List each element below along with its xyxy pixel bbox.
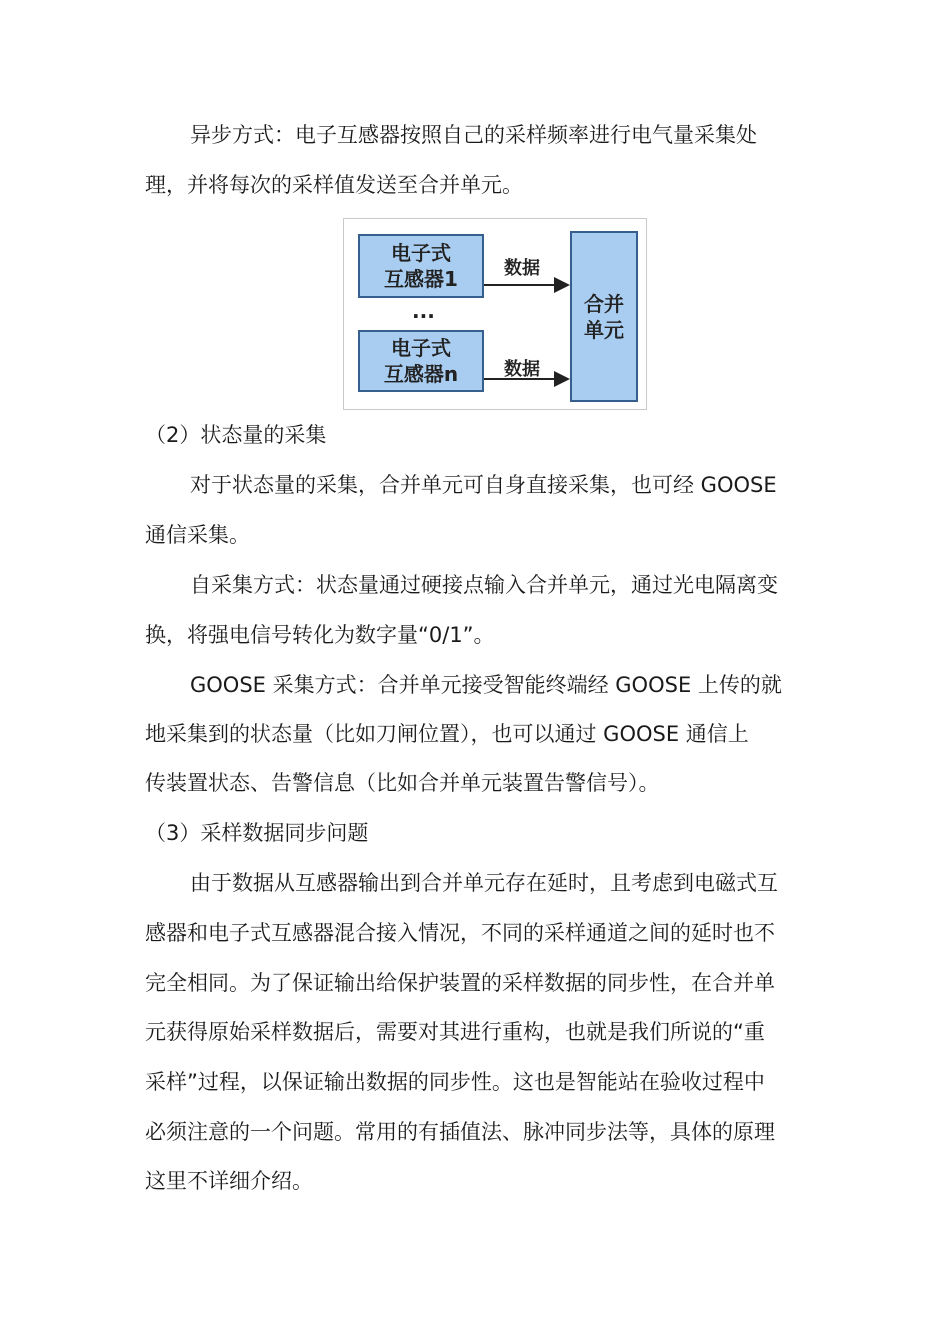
- paragraph-text: 由于数据从互感器输出到合并单元存在延时，且考虑到电磁式互: [190, 871, 778, 895]
- paragraph-text: 必须注意的一个问题。常用的有插值法、脉冲同步法等，具体的原理: [145, 1120, 775, 1144]
- paragraph-text: 传装置状态、告警信息（比如合并单元装置告警信号）。: [145, 771, 660, 795]
- transformer-1-box: [358, 234, 484, 298]
- box-label: 合并: [584, 291, 624, 316]
- paragraph-text: 地采集到的状态量（比如刀闸位置），也可以通过 GOOSE 通信上: [145, 722, 749, 746]
- ellipsis: ...: [412, 299, 435, 323]
- arrow-label-n: 数据: [504, 359, 540, 380]
- paragraph-text: 这里不详细介绍。: [145, 1169, 313, 1193]
- box-label: 单元: [584, 317, 624, 342]
- arrow-label-1: 数据: [504, 258, 540, 279]
- async-sampling-diagram: [343, 218, 647, 410]
- transformer-n-box: [358, 330, 484, 392]
- paragraph-text: 理，并将每次的采样值发送至合并单元。: [145, 173, 523, 197]
- paragraph-text: 感器和电子式互感器混合接入情况，不同的采样通道之间的延时也不: [145, 921, 775, 945]
- paragraph-text: 自采集方式：状态量通过硬接点输入合并单元，通过光电隔离变: [190, 573, 778, 597]
- merging-unit-box: [570, 231, 638, 402]
- box-label: 电子式: [391, 241, 451, 265]
- paragraph-text: 通信采集。: [145, 523, 250, 547]
- box-label: 电子式: [391, 336, 451, 360]
- box-label: 互感器n: [383, 362, 459, 386]
- section-heading: （3）采样数据同步问题: [145, 821, 369, 845]
- paragraph-text: 换，将强电信号转化为数字量“0/1”。: [145, 623, 495, 647]
- paragraph-text: 采样”过程，以保证输出数据的同步性。这也是智能站在验收过程中: [145, 1070, 765, 1094]
- paragraph-text: 对于状态量的采集，合并单元可自身直接采集，也可经 GOOSE: [190, 473, 777, 497]
- box-label: 互感器1: [384, 267, 458, 291]
- section-heading: （2）状态量的采集: [145, 423, 327, 447]
- paragraph-text: 完全相同。为了保证输出给保护装置的采样数据的同步性，在合并单: [145, 971, 775, 995]
- paragraph-text: GOOSE 采集方式：合并单元接受智能终端经 GOOSE 上传的就: [190, 673, 782, 697]
- paragraph-text: 元获得原始采样数据后，需要对其进行重构，也就是我们所说的“重: [145, 1020, 765, 1044]
- paragraph-text: 异步方式：电子互感器按照自己的采样频率进行电气量采集处: [190, 123, 757, 147]
